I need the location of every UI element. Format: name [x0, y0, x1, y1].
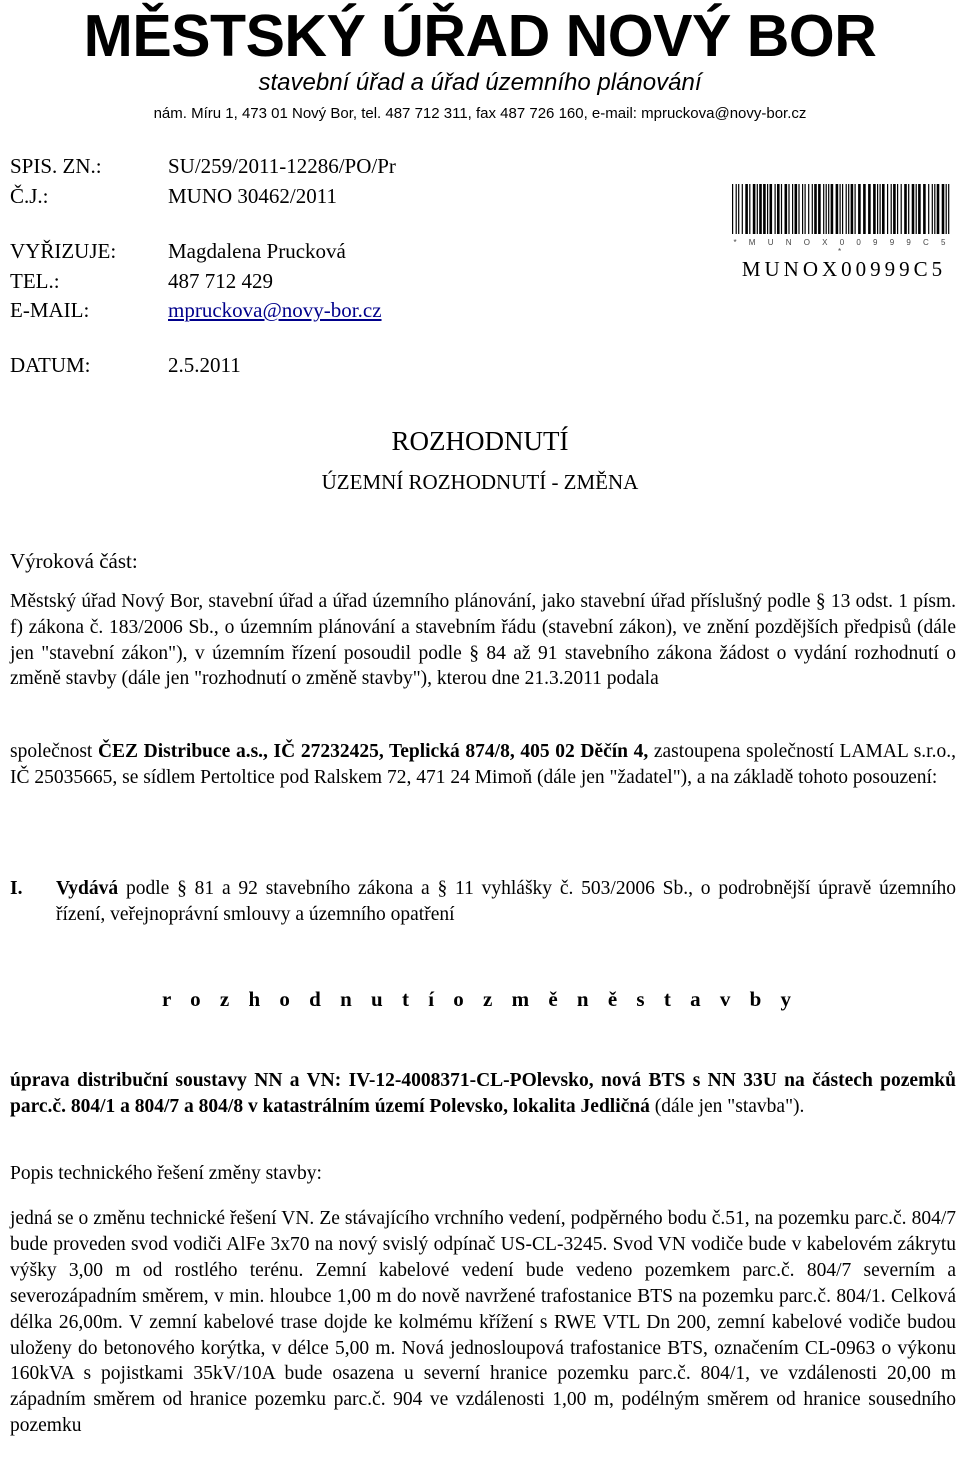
barcode-bar [759, 184, 762, 234]
barcode-bar [916, 184, 917, 234]
barcode-bar [805, 184, 806, 234]
barcode-bar [937, 184, 940, 234]
decision-subtitle: ÚZEMNÍ ROZHODNUTÍ - ZMĚNA [321, 470, 639, 494]
barcode-icon [732, 184, 952, 234]
barcode-bar [808, 184, 809, 234]
barcode-bar [908, 184, 909, 234]
barcode-bar [846, 184, 847, 234]
barcode-bar [836, 184, 839, 234]
barcode-bar [742, 184, 743, 234]
cj-label: Č.J.: [10, 184, 49, 208]
barcode-bar [948, 184, 949, 234]
barcode-bar [828, 184, 829, 234]
tel-value: 487 712 429 [168, 269, 273, 293]
paragraph-tech-description: jedná se o změnu technické řešení VN. Ze stávajícího vrchního vedení, podpěrného bodu č.51, na pozemku parc.č. 804/7 bude proveden svod vodiči AlFe 3x70 na nový svislý odpínač US-CL-3245. Svod VN vodiče bude v kabelovém zákrytu výšky 3,00 m od rostlého terénu. Zemní kabelové vedení bude vedeno pozemkem parc.č. 804/7 severním a severozápadním směrem, v min. hloubce 1,00 m do nově navržené trafostanice BTS na pozemku parc.č. 804/1. Celková délka 26,00m. V zemní kabelové trase dojde ke kolmému křížení s RWE VTL Dn 200, zemní kabelové vodiče budou uloženy do betonového korýtka, v délce 5,00 m. Nová jednosloupová trafostanice BTS, označením CL-0963 o výkonu 160kVA s pojistkami 35kV/10A bude osazena u severní hranice pozemku parc.č. 804/1, ve vzdálenosti 20,00 m západním směrem od hranice pozemku parc.č. 904 ve vzdálenosti 1,00 m, podélným směrem od hranice sousedního pozemku [10, 1208, 956, 1437]
applicant-prefix: společnost [10, 741, 98, 762]
vyrizuje-value: Magdalena Prucková [168, 239, 346, 263]
barcode-bar [823, 184, 824, 234]
decision-title: ROZHODNUTÍ [391, 426, 569, 456]
barcode-bar [904, 184, 907, 234]
section-number: I. [10, 878, 23, 899]
barcode-bar [873, 184, 876, 234]
barcode-bar [887, 184, 888, 234]
barcode-bar [781, 184, 782, 234]
barcode-bar [851, 184, 854, 234]
barcode-bar [891, 184, 892, 234]
barcode-bar [946, 184, 947, 234]
barcode-bar [736, 184, 737, 234]
vyrizuje-label: VYŘIZUJE: [10, 239, 117, 263]
email-label: E-MAIL: [10, 298, 90, 322]
construction-name: úprava distribuční soustavy NN a VN: IV-12-4008371-CL-POlevsko, nová BTS s NN 33U na částech pozemků parc.č. 804/1 a 804/7 a 804/8 v katastrálním území Polevsko, lokalita Jedličná [10, 1070, 956, 1117]
barcode-bar [893, 184, 896, 234]
barcode-bar [770, 184, 773, 234]
barcode-bar [855, 184, 856, 234]
office-address: nám. Míru 1, 473 01 Nový Bor, tel. 487 712 311, fax 487 726 160, e-mail: mpruckova@novy-bor.cz [153, 105, 807, 122]
office-title: MĚSTSKÝ ÚŘAD NOVÝ BOR [83, 3, 877, 69]
cj-value: MUNO 30462/2011 [168, 184, 337, 208]
barcode-bar [749, 184, 750, 234]
barcode-bar [777, 184, 780, 234]
barcode-bar [775, 184, 776, 234]
paragraph-applicant [10, 739, 956, 791]
issue-rest: podle § 81 a 92 stavebního zákona a § 11 vyhlášky č. 503/2006 Sb., o podrobnější úpravě územního řízení, veřejnoprávní smlouvy a územního opatření [56, 878, 956, 925]
barcode-bar [745, 184, 748, 234]
spis-label: SPIS. ZN.: [10, 154, 102, 178]
barcode-bar [753, 184, 756, 234]
construction-rest: (dále jen "stavba"). [649, 1095, 805, 1117]
barcode-bar [785, 184, 788, 234]
barcode-bar [858, 184, 861, 234]
barcode-bar [826, 184, 827, 234]
barcode-bar [912, 184, 915, 234]
barcode-bar [802, 184, 803, 234]
office-subtitle: stavební úřad a úřad územního plánování [258, 69, 702, 96]
barcode-bar [842, 184, 843, 234]
barcode-bar [814, 184, 817, 234]
paragraph-applicant-review: Městský úřad Nový Bor, stavební úřad a úřad územního plánování, jako stavební úřad příslušný podle § 13 odst. 1 písm. f) zákona č. 183/2006 Sb., o územním plánování a stavebním řádu (stavební zákon), ve znění pozdějších předpisů (dále jen "stavební zákon"), v územním řízení posoudil podle § 84 až 91 stavebního zákona žádost o vydání rozhodnutí o změně stavby (dále jen "rozhodnutí o změně stavby"), kterou dne 21.3.2011 podala [10, 591, 956, 690]
applicant-name: ČEZ Distribuce a.s., IČ 27232425, Teplická 874/8, 405 02 Děčín 4, [97, 741, 649, 762]
barcode-bar [901, 184, 902, 234]
paragraph-construction [10, 1068, 956, 1120]
vyrok-heading: Výroková část: [10, 549, 138, 573]
barcode-bar [928, 184, 929, 234]
barcode-bar [882, 184, 885, 234]
barcode-bar [923, 184, 926, 234]
barcode-bar [918, 184, 921, 234]
barcode-bar [880, 184, 881, 234]
barcode-bar [877, 184, 878, 234]
barcode-small-text: * M U N O X 0 0 9 9 9 C 5 * [733, 238, 951, 256]
barcode-bar [792, 184, 793, 234]
barcode-bar [840, 184, 841, 234]
issue-verb: Vydává [56, 878, 119, 899]
barcode-bar [831, 184, 834, 234]
barcode-bar [788, 184, 789, 234]
barcode-bar [863, 184, 866, 234]
barcode-bar [812, 184, 813, 234]
datum-label: DATUM: [10, 353, 91, 377]
datum-value: 2.5.2011 [168, 353, 241, 377]
email-link[interactable]: mpruckova@novy-bor.cz [168, 298, 382, 322]
barcode-bar [868, 184, 871, 234]
barcode-bar [932, 184, 933, 234]
paragraph-issue [10, 876, 956, 928]
tel-label: TEL.: [10, 269, 60, 293]
tech-description-heading: Popis technického řešení změny stavby: [10, 1163, 322, 1184]
spis-value: SU/259/2011-12286/PO/Pr [168, 154, 396, 178]
barcode-bar [897, 184, 898, 234]
barcode-bar [848, 184, 849, 234]
applicant-rest: zastoupena společností LAMAL s.r.o., IČ 25035665, se sídlem Pertoltice pod Ralskem 72, 471 24 Mimoň (dále jen "žadatel"), a na základě tohoto posouzení: [10, 741, 956, 788]
barcode-bar [795, 184, 798, 234]
barcode-bar [934, 184, 935, 234]
barcode-bar [738, 184, 739, 234]
barcode-bar [732, 184, 733, 234]
barcode-bar [818, 184, 821, 234]
decision-spaced-heading: r o z h o d n u t í o z m ě n ě s t a v b y [161, 987, 799, 1011]
barcode-text: MUNOX00999C5 [741, 257, 947, 281]
barcode-bar [942, 184, 945, 234]
barcode-bar [767, 184, 768, 234]
barcode-bar [763, 184, 766, 234]
barcode-bar [757, 184, 758, 234]
barcode-bar [798, 184, 799, 234]
